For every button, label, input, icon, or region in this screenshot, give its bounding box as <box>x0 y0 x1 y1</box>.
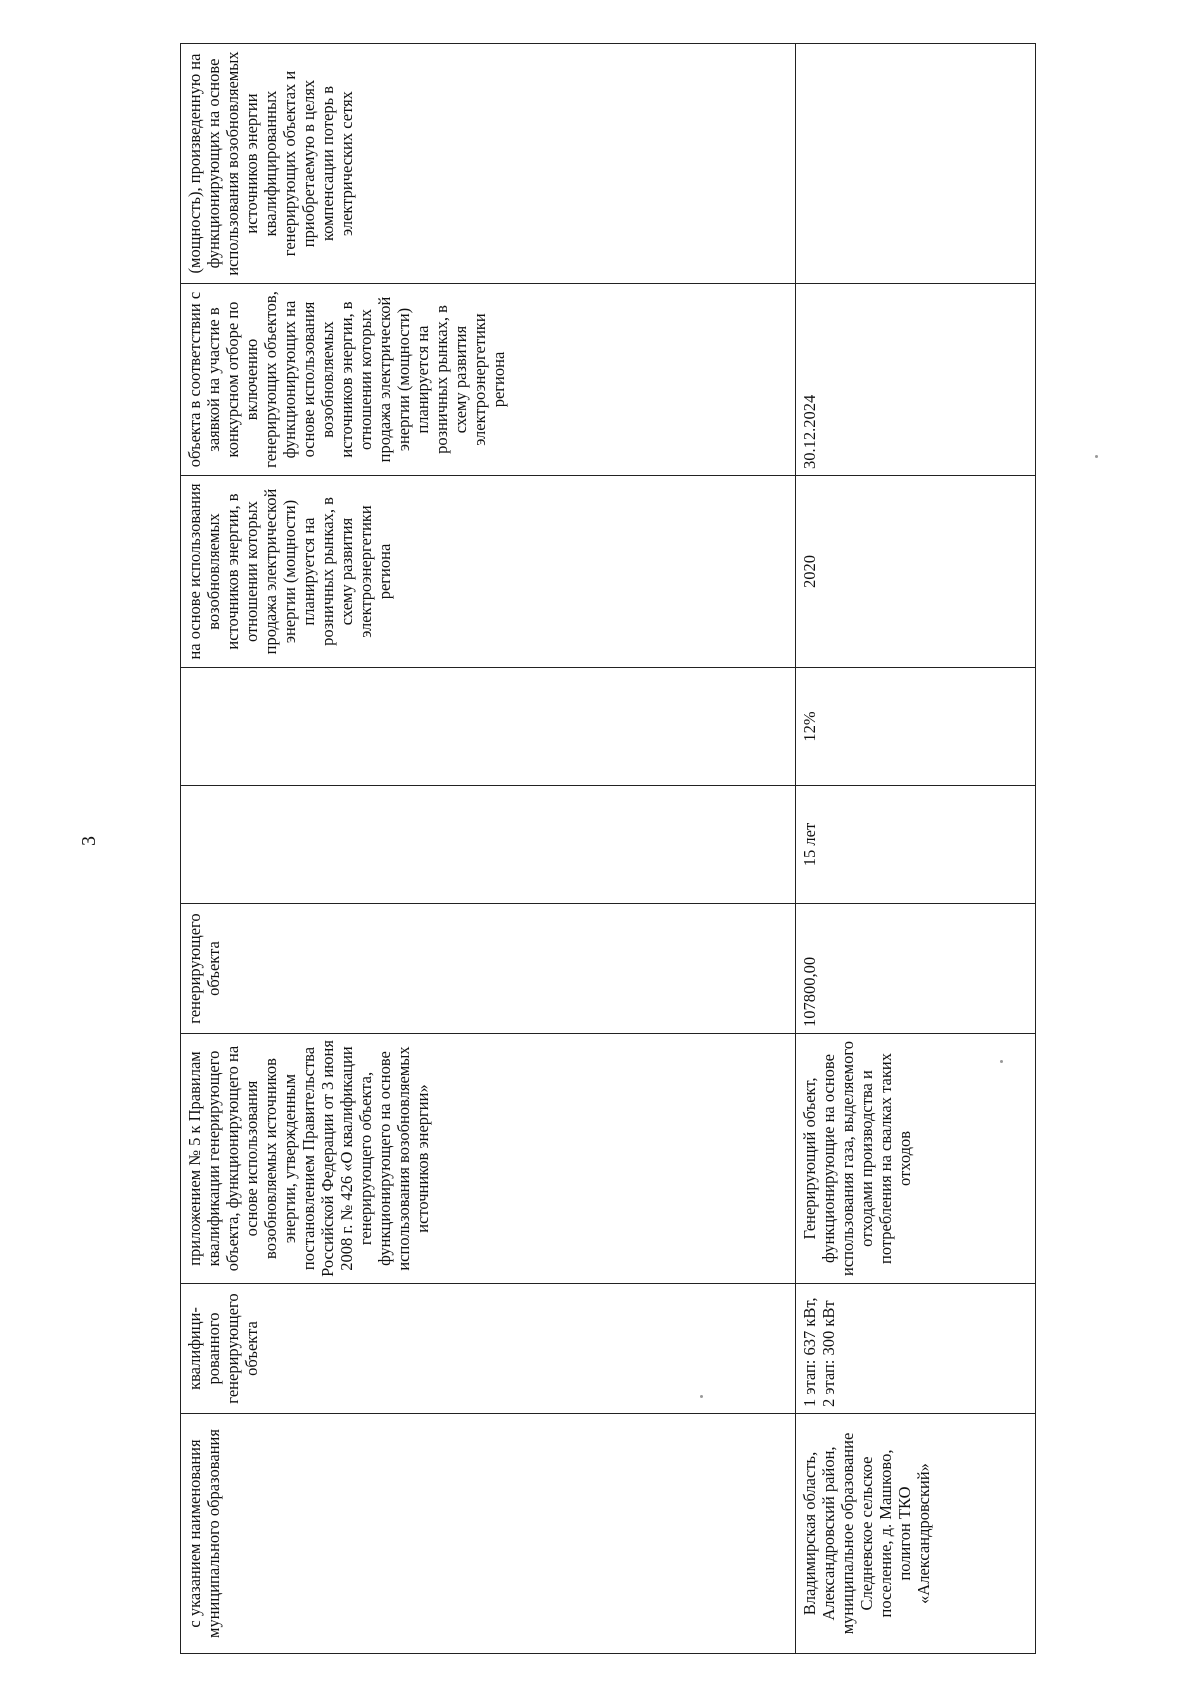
table-cell: с указанием наименования муниципального образования <box>181 1414 796 1654</box>
table-cell: 15 лет <box>796 786 1036 904</box>
table-cell: Владимирская область, Александровский район, муниципальное образование Следневское сельское поселение, д. Машково, полигон ТКО «Александровский» <box>796 1414 1036 1654</box>
table-cell: генерирующего объекта <box>181 904 796 1034</box>
table-cell: приложением № 5 к Правилам квалификации генерирующего объекта, функционирующего на основе использования возобновляемых источников энергии, утвержденным постановлением Правительства Российской Федерации от 3 июня 2008 г. № 426 «О квалификации генерирующего объекта, функционирующего на основе использования возобновляемых источников энергии» <box>181 1034 796 1284</box>
table-cell <box>181 786 796 904</box>
table-cell: на основе использования возобновляемых источников энергии, в отношении которых продажа электрической энергии (мощности) планируется на розничных рынках, в схему развития электроэнергетики региона <box>181 476 796 668</box>
scan-speck <box>1095 455 1098 458</box>
table-cell: квалифици-рованного генерирующего объекта <box>181 1284 796 1414</box>
table-cell: Генерирующий объект, функционирующие на основе использования газа, выделяемого отходами производства и потребления на свалках таких отходов <box>796 1034 1036 1284</box>
page-number: 3 <box>78 836 100 846</box>
rotated-table-container <box>180 44 1035 1654</box>
table-cell: 2020 <box>796 476 1036 668</box>
table-row <box>796 44 1036 1654</box>
table-cell <box>796 44 1036 284</box>
table-header-row <box>181 44 796 1654</box>
table-cell: 1 этап: 637 кВт, 2 этап: 300 кВт <box>796 1284 1036 1414</box>
table-cell <box>181 668 796 786</box>
table-cell: 30.12.2024 <box>796 284 1036 476</box>
table-cell: 107800,00 <box>796 904 1036 1034</box>
scan-speck <box>700 1395 703 1398</box>
data-table <box>180 43 1036 1654</box>
table-cell: (мощность), произведенную на функционирующих на основе использования возобновляемых источников энергии квалифицированных генерирующих объектах и приобретаемую в целях компенсации потерь в электрических сетях <box>181 44 796 284</box>
table-cell: объекта в соответствии с заявкой на участие в конкурсном отборе по включению генерирующих объектов, функционирующих на основе использования возобновляемых источников энергии, в отношении которых продажа электрической энергии (мощности) планируется на розничных рынках, в схему развития электроэнергетики региона <box>181 284 796 476</box>
scan-speck <box>1000 1060 1003 1063</box>
table-cell: 12% <box>796 668 1036 786</box>
